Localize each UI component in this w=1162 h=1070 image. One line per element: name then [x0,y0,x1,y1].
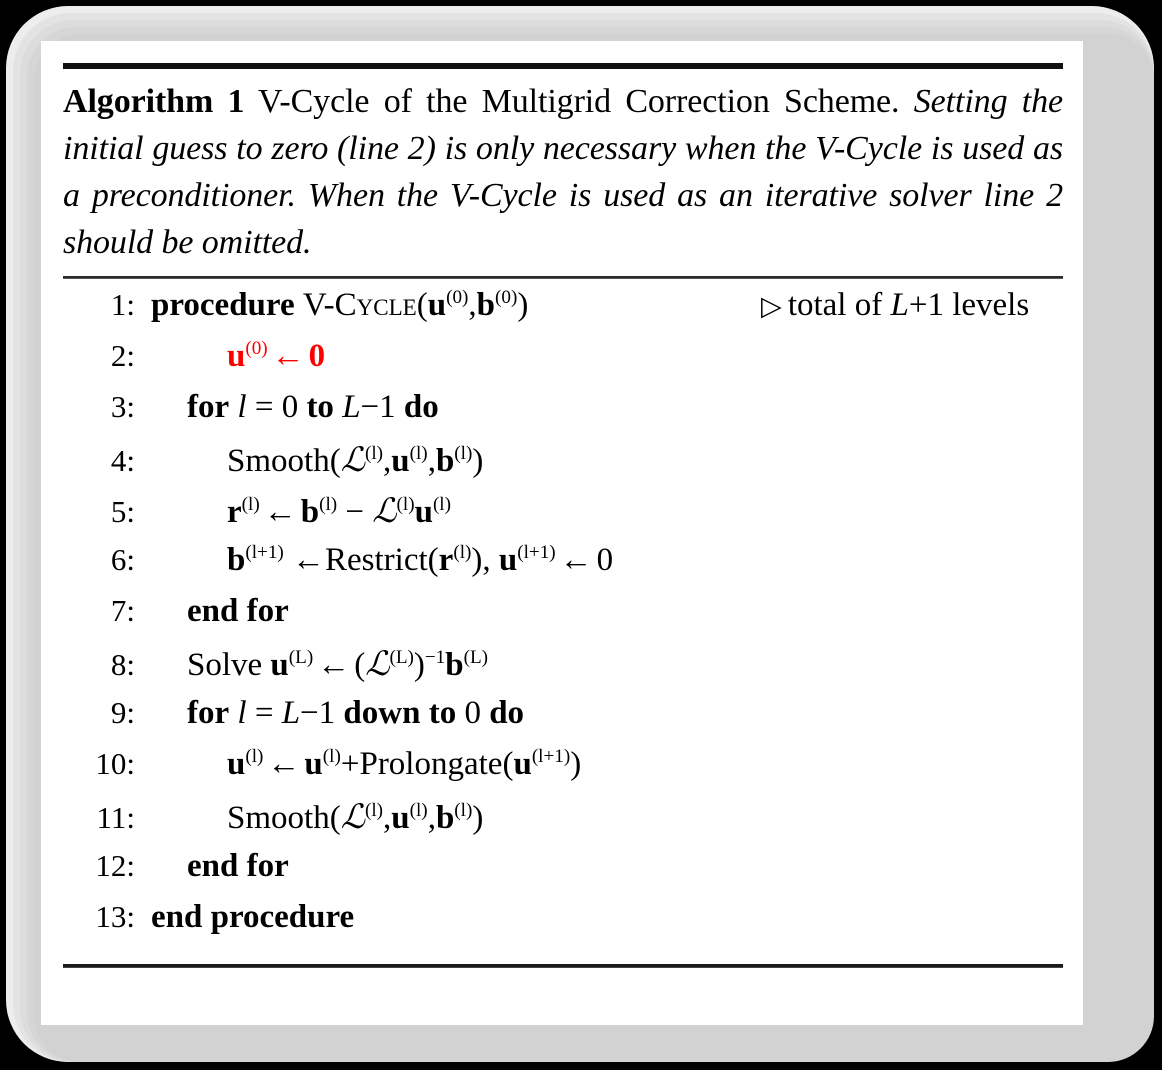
line-content [151,287,1063,324]
line-content: end for [187,592,289,629]
rparen: ) [517,286,529,323]
var-b: b [435,442,455,479]
line-content-highlighted [151,338,1063,375]
line-content [151,695,1063,732]
sup-0: (0) [446,286,469,308]
sup-l: (l) [241,493,260,515]
lparen: ( [354,646,366,683]
operator-L: ℒ [372,490,397,530]
assign-arrow: ← [317,646,351,683]
var-u: u [270,646,289,683]
rparen: ) [472,799,484,836]
sup-l: (l) [364,799,384,821]
sup-l-plus-1: (l+1) [245,541,284,563]
comma: , [468,286,477,323]
plus: + [340,745,360,782]
sup-l: (l) [454,799,473,821]
call-restrict: Restrict [325,541,428,578]
lparen: ( [416,286,428,323]
sup-l: (l) [396,493,415,515]
call-smooth: Smooth [227,442,330,479]
line-number: 5: [110,493,135,529]
algorithm-caption [63,69,1063,273]
var-u: u [227,745,246,782]
literal-zero: 0 [596,541,614,578]
minus: − [345,493,365,530]
var-b: b [300,493,320,530]
var-u: u [304,745,323,782]
line-number: 13: [95,898,135,934]
call-smooth: Smooth [227,799,330,836]
var-u: u [513,745,532,782]
sup-l: (l) [453,541,472,563]
var-L: L [890,286,909,323]
var-l: l [237,694,247,731]
line-number: 3: [110,388,135,424]
line-content [151,644,1063,684]
sup-0: (0) [495,286,518,308]
line-number: 4: [110,442,135,478]
comma: , [427,799,436,836]
var-u: u [414,493,433,530]
comment-text-2: +1 levels [908,286,1030,323]
line-content [151,440,1063,480]
literal-zero: 0 [464,694,481,731]
code-line [63,338,1063,389]
sup-l: (l) [245,745,264,767]
inline-comment [761,287,1029,324]
code-line [63,542,1063,593]
sup-l: (l) [322,745,341,767]
var-u: u [391,799,410,836]
literal-one: 1 [379,388,396,425]
var-b: b [227,541,246,578]
code-line [63,440,1063,491]
keyword-down-to: down to [343,694,457,731]
line-content: end procedure [151,898,355,935]
line-number: 8: [110,646,135,682]
sup-0: (0) [245,337,268,359]
comma: , [383,442,392,479]
algorithm-title: V-Cycle of the Multigrid Correction Scheme. [258,83,900,120]
lparen: ( [329,442,341,479]
var-r: r [438,541,454,578]
equals: = [254,388,274,425]
var-u: u [391,442,410,479]
var-L: L [342,388,361,425]
sup-l: (l) [409,442,428,464]
paper-panel [41,41,1083,1025]
procedure-name-head: V-C [302,286,357,323]
code-line [63,593,1063,644]
lparen: ( [329,799,341,836]
code-line [63,644,1063,695]
code-line [63,287,1063,338]
literal-one: 1 [318,694,336,731]
line-number: 12: [95,847,135,883]
line-number: 2: [110,337,135,373]
assign-arrow: ← [271,337,305,374]
line-number: 10: [95,745,135,781]
algorithm-figure [63,63,1063,968]
var-b: b [445,646,464,683]
line-number: 1: [110,286,135,322]
literal-zero: 0 [281,388,299,425]
line-content [151,491,1063,531]
code-line [63,491,1063,542]
line-content [151,542,1063,579]
minus: − [300,694,319,731]
comment-triangle-icon: ▷ [761,290,782,321]
line-content [151,746,1063,783]
operator-L: ℒ [365,643,390,683]
code-line [63,797,1063,848]
var-u: u [498,541,518,578]
literal-zero: 0 [308,337,326,374]
rparen: ) [413,646,425,683]
comma: , [482,541,491,578]
keyword-for: for [187,694,230,731]
keyword-procedure: procedure [151,286,295,323]
sup-l: (l) [364,442,384,464]
call-prolongate: Prolongate [359,745,503,782]
operator-L: ℒ [340,439,365,479]
sup-l-plus-1: (l+1) [531,745,571,767]
var-L: L [281,694,301,731]
line-content [151,389,1063,426]
pseudocode-body [63,279,1063,960]
keyword-for: for [187,388,230,425]
line-number: 11: [96,799,135,835]
rparen: ) [472,442,484,479]
line-number: 7: [110,592,135,628]
rparen: ) [570,745,582,782]
equals: = [254,694,274,731]
line-number: 6: [110,541,135,577]
code-line [63,695,1063,746]
code-line [63,389,1063,440]
minus: − [360,388,380,425]
var-b: b [476,286,496,323]
rule-bottom [63,964,1063,968]
code-line [63,848,1063,899]
comma: , [427,442,436,479]
operator-L: ℒ [340,796,365,836]
sup-l: (l) [319,493,338,515]
procedure-name-tail: ycle [356,286,417,323]
line-number: 9: [110,694,135,730]
lparen: ( [502,745,514,782]
assign-arrow: ← [292,541,326,578]
sup-l: (l) [454,442,473,464]
sup-l-plus-1: (l+1) [517,541,556,563]
sup-L: (L) [288,646,314,668]
var-l: l [237,388,247,425]
line-content [151,797,1063,837]
keyword-solve: Solve [187,646,263,683]
code-line [63,746,1063,797]
var-u: u [227,337,246,374]
assign-arrow: ← [267,745,301,782]
line-content: end for [187,847,289,884]
assign-arrow: ← [559,541,593,578]
assign-arrow: ← [263,493,297,530]
comma: , [383,799,392,836]
algorithm-label: Algorithm 1 [63,83,245,120]
keyword-to: to [306,388,334,425]
lparen: ( [427,541,439,578]
var-r: r [227,493,242,530]
keyword-do: do [489,694,525,731]
sup-L: (L) [389,646,414,668]
var-b: b [435,799,455,836]
var-u: u [427,286,447,323]
keyword-do: do [403,388,439,425]
sup-inverse: −1 [424,646,446,668]
code-line [63,899,1063,950]
algorithm-caption-note: Setting the initial guess to zero (line 2) is only necessary when the V-Cycle is used as a preconditioner. When the V-Cycle is used as an iterative solver line 2 should be omitted. [63,83,1063,261]
sup-L: (L) [463,646,489,668]
comment-text-1: total of [787,286,891,323]
sup-l: (l) [409,799,428,821]
sup-l: (l) [432,493,451,515]
rparen: ) [471,541,483,578]
